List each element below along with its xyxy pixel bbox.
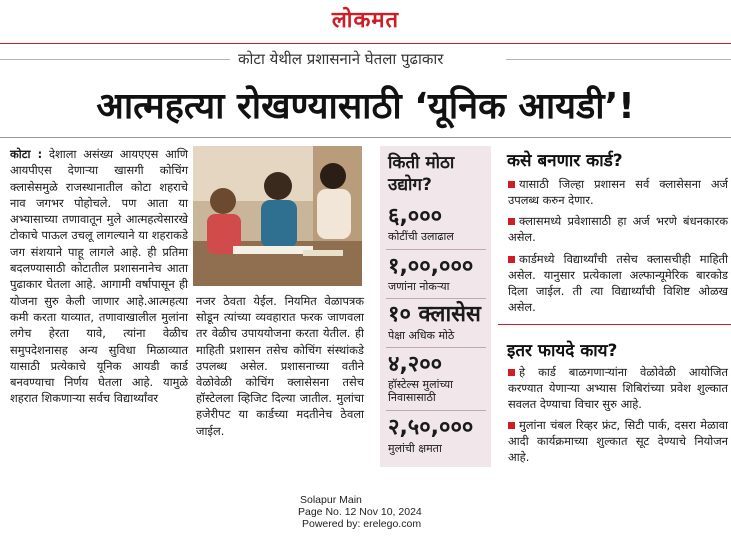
- dateline: कोटा :: [10, 147, 43, 161]
- page-footer: [240, 494, 480, 530]
- fact-number: २,५०,०००: [388, 415, 474, 440]
- benefit-bullet-text: मुलांना चंबल रिव्हर फ्रंट, सिटी पार्क, दसरा मेळावा आदी कार्यक्रमाच्या शुल्कात सूट देण्याचे नियोजन आहे.: [508, 418, 728, 464]
- bullet-square-icon: [508, 181, 515, 188]
- card-bullet-text: यासाठी जिल्हा प्रशासन सर्व क्लासेसना अर्ज उपलब्ध करुन देणार.: [508, 177, 728, 207]
- fact-label: मुलांची क्षमता: [388, 442, 442, 455]
- bullet-square-icon: [508, 218, 515, 225]
- masthead-rule: [0, 43, 731, 44]
- card-box-title: कसे बनणार कार्ड?: [507, 151, 623, 171]
- fact-divider: [386, 249, 486, 250]
- bullet-square-icon: [508, 256, 515, 263]
- article-column-2: नजर ठेवता येईल. नियमित वेळापत्रक सोडून त्यांच्या व्यवहारात फरक जाणवला तर वेळीच उपाययोजना करता येतील. ही माहिती प्रशासन तसेच कोचिंग संस्थांकडे उपलब्ध असेल. प्रशासनाच्या वतीने वेळोवेळी कोचिंग क्लासेसना तसेच हॉस्टेलला व्हिजिट दिल्या जातील. मुलांचा हजेरीपट या कार्डच्या मदतीनेच ठेवला जाईल.: [196, 294, 364, 438]
- bullet-square-icon: [508, 369, 515, 376]
- benefit-box-title: इतर फायदे काय?: [507, 341, 618, 361]
- fact-divider: [386, 298, 486, 299]
- footer-edition: Solapur Main: [300, 494, 362, 506]
- fact-label: कोटींची उलाढाल: [388, 230, 454, 243]
- article-column-1: [10, 146, 188, 407]
- card-bullet: [508, 213, 728, 245]
- article-text-1: देशाला असंख्य आयएएस आणि आयपीएस देणाऱ्या खासगी कोचिंग क्लासेसमुळे राजस्थानातील कोटा शहराचे नाव जगभर पोहोचले. पण आता या अभ्यासाच्या तणावातून मुले आत्महत्येसारखे टोकाचे पाऊल उचलू लागल्याने या शहराकडे जग संशयाने पाहू लागले आहे. ही प्रतिमा बदलण्यासाठी कोटातील प्रशासनानेच आता पुढाकार घेतला आहे. आगामी वर्षापासून ही योजना सुरु केली जाणार आहे.आत्महत्या कमी करता याव्यात, तणावाखालील मुलांना लगेच हेरता यावे, त्यांना वेळीच समुपदेशनासह अन्य सुविधा मिळाव्यात यासाठी प्रत्येकाचे यूनिक आयडी कार्ड बनवण्याचा निर्णय घेतला आहे. यामुळे शहरात शिकणाऱ्या सर्वच विद्यार्थ्यांवर: [10, 147, 188, 406]
- fact-number: ६,०००: [388, 204, 443, 229]
- fact-divider: [386, 347, 486, 348]
- fact-number: १० क्लासेस: [388, 302, 481, 327]
- fact-label: हॉस्टेल्स मुलांच्या निवासासाठी: [388, 378, 454, 404]
- box-divider: [498, 324, 731, 325]
- footer-page: Page No. 12 Nov 10, 2024: [298, 506, 422, 518]
- benefit-bullet-text: हे कार्ड बाळगणाऱ्यांना वेळोवेळी आयोजित करण्यात येणाऱ्या अभ्यास शिबिरांच्या प्रवेश शुल्कात सवलत देण्याचा विचार सुरु आहे.: [508, 365, 728, 411]
- headline: आत्महत्या रोखण्यासाठी ‘यूनिक आयडी’!: [96, 86, 635, 127]
- card-bullet-text: क्लासमध्ये प्रवेशासाठी हा अर्ज भरणे बंधनकारक असेल.: [508, 214, 728, 244]
- kicker: कोटा येथील प्रशासनाने घेतला पुढाकार: [238, 50, 444, 68]
- masthead-logo: लोकमत: [331, 7, 400, 33]
- facts-title: किती मोठा उद्योग?: [388, 153, 455, 195]
- bullet-square-icon: [508, 422, 515, 429]
- benefit-bullet: [508, 364, 728, 412]
- fact-number: ४,२००: [388, 352, 443, 377]
- classroom-photo-image: [193, 146, 362, 286]
- card-bullet: [508, 176, 728, 208]
- card-bullet-text: कार्डमध्ये विद्यार्थ्यांची तसेच क्लासचीही माहिती असेल. यानुसार प्रत्येकाला अल्फान्यूमेरिक बारकोड दिला जाईल. ती त्या विद्यार्थ्यांची विशिष्ट ओळख असेल.: [508, 252, 728, 314]
- card-bullet: [508, 251, 728, 315]
- classroom-photo: [193, 146, 362, 286]
- benefit-bullet: [508, 417, 728, 465]
- headline-rule: [0, 137, 731, 138]
- fact-label: पेक्षा अधिक मोठे: [388, 329, 455, 342]
- fact-number: १,००,०००: [388, 254, 474, 279]
- fact-label: जणांना नोकऱ्या: [388, 280, 450, 293]
- fact-divider: [386, 410, 486, 411]
- footer-powered-by: Powered by: erelego.com: [302, 518, 422, 530]
